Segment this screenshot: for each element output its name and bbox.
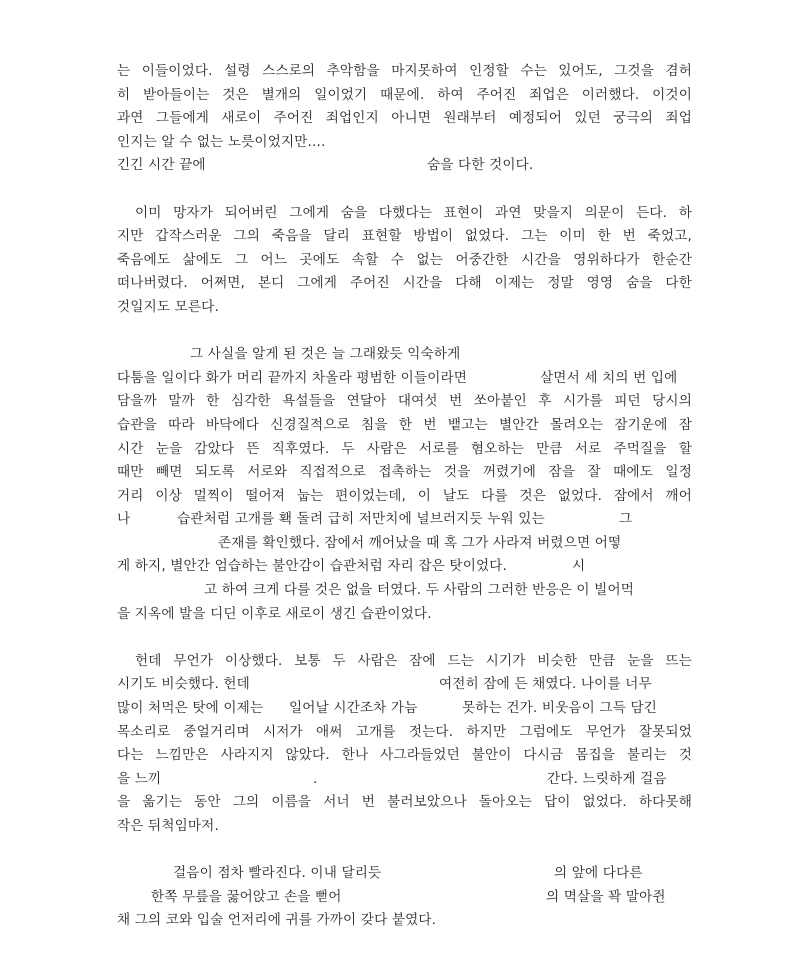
- text-fragment: 을 느끼: [117, 770, 162, 787]
- text-line: 지만 갑작스러운 그의 죽음을 달리 표현할 방법이 없었다. 그는 이미 한 번 죽었고,: [117, 228, 692, 245]
- text-line: 습관을 따라 바닥에다 신경질적으로 침을 한 번 뱉고는 별안간 몰려오는 잠기운에 잠: [117, 416, 692, 433]
- text-fragment: 의 멱살을 꽉 말아쥔: [546, 888, 666, 905]
- text-fragment: 존재를 확인했다. 잠에서 깨어났을 때 혹 그가 사라져 버렸으면 어떻: [218, 534, 622, 551]
- text-line: 채 그의 코와 입술 언저리에 귀를 가까이 갖다 붙였다.: [117, 912, 437, 929]
- text-fragment: 시: [572, 558, 586, 575]
- text-fragment: 일어날 시간조차 가늠: [289, 700, 418, 717]
- text-line: 거리 이상 멀찍이 떨어져 눕는 편이었는데, 이 날도 다를 것은 없었다. 잠에서 깨어: [117, 487, 692, 504]
- text-fragment: 걸음이 점차 빨라진다. 이내 달리듯: [173, 865, 382, 882]
- text-fragment: 간다. 느릿하게 걸음: [547, 770, 667, 787]
- text-fragment: 습관처럼 고개를 홱 돌려 급히 저만치에 널브러지듯 누워 있는: [177, 511, 545, 528]
- text-line-fragmented: [117, 768, 692, 792]
- text-fragment: 나: [117, 511, 131, 528]
- text-line: 죽음에도 삶에도 그 어느 곳에도 속할 수 없는 어중간한 시간을 영위하다가 한순간: [117, 251, 692, 268]
- text-line: 과연 그들에게 새로이 주어진 죄업인지 아니면 원래부터 예정되어 있던 궁극의 죄업: [117, 110, 692, 127]
- text-line-fragmented: [117, 579, 692, 603]
- text-line-fragmented: [117, 532, 692, 556]
- paragraph-4: [117, 650, 692, 839]
- document-page: [117, 60, 692, 933]
- text-line-fragmented: [117, 508, 692, 532]
- text-line-fragmented: [117, 555, 692, 579]
- text-fragment: 의 앞에 다다른: [554, 865, 643, 882]
- paragraph-2: [117, 202, 692, 320]
- text-fragment: 고 하여 크게 다를 것은 없을 터였다. 두 사람의 그러한 반응은 이 빌어먹: [204, 582, 635, 599]
- text-line: 다는 느낌만은 사라지지 않았다. 한나 사그라들었던 불안이 다시금 몸집을 불리는 것: [117, 747, 692, 764]
- text-line: 작은 뒤척임마저.: [117, 818, 219, 834]
- text-line: 히 받아들이는 것은 별개의 일이었기 때문에. 하여 주어진 죄업은 이러했다. 이것이: [117, 86, 692, 103]
- text-fragment: 긴긴 시간 끝에: [117, 157, 206, 174]
- text-fragment: 숨을 다한 것이다.: [427, 157, 534, 174]
- text-fragment: 못하는 건가. 비웃음이 그득 담긴: [462, 700, 658, 717]
- text-line: 목소리로 중얼거리며 시저가 애써 고개를 젓는다. 하지만 그럼에도 무언가 잘못되었: [117, 723, 692, 740]
- text-line: 떠나버렸다. 어쩌면, 본디 그에게 주어진 시간을 다해 이제는 정말 영영 숨을 다한: [117, 275, 692, 292]
- text-line: 시간 눈을 감았다 뜬 직후였다. 두 사람은 서로를 혐오하는 만큼 서로 주먹질을 할: [117, 440, 692, 457]
- text-line: 이미 망자가 되어버린 그에게 숨을 다했다는 표현이 과연 맞을지 의문이 든다. 하: [135, 204, 692, 221]
- text-fragment: 살면서 세 치의 번 입에: [540, 369, 678, 386]
- text-fragment: 여전히 잠에 든 채였다. 나이를 너무: [439, 676, 652, 693]
- text-line: 때만 빼면 되도록 서로와 직접적으로 접촉하는 것을 꺼렸기에 잠을 잘 때에도 일정: [117, 464, 692, 481]
- text-fragment: 많이 처먹은 탓에 이제는: [117, 700, 264, 717]
- text-line: 을 지옥에 발을 디딘 이후로 새로이 생긴 습관이었다.: [117, 605, 432, 622]
- text-fragment: 시기도 비슷했다. 헌데: [117, 676, 250, 693]
- paragraph-1: [117, 60, 692, 178]
- text-line-fragmented: [117, 367, 692, 391]
- text-fragment: 게 하지, 별안간 엄습하는 불안감이 습관처럼 자리 잡은 탓이었다.: [117, 558, 508, 575]
- text-line: 인지는 알 수 없는 노릇이었지만....: [117, 133, 326, 150]
- text-line: 것일지도 모른다.: [117, 298, 219, 315]
- text-fragment: 다툼을 일이다 화가 머리 끝까지 차올라 평범한 이들이라면: [117, 369, 468, 386]
- text-fragment: 그: [619, 511, 633, 528]
- text-line-fragmented: [117, 697, 692, 721]
- text-fragment: 한쪽 무릎을 꿇어앉고 손을 뻗어: [151, 888, 342, 905]
- text-line-fragmented: [117, 673, 692, 697]
- text-line: 는 이들이었다. 설령 스스로의 추악함을 마지못하여 인정할 수는 있어도, 그것을 겸허: [117, 63, 692, 79]
- paragraph-5: [117, 862, 692, 933]
- paragraph-3: [117, 343, 692, 626]
- text-fragment: 그 사실을 알게 된 것은 늘 그래왔듯 익숙하게: [190, 346, 461, 363]
- text-fragment: .: [313, 770, 318, 787]
- text-line-fragmented: [117, 886, 692, 910]
- text-line-fragmented: [117, 343, 692, 367]
- text-line: 담을까 말까 한 심각한 욕설들을 연달아 대여섯 번 쏘아붙인 후 시가를 피던 당시의: [117, 393, 692, 410]
- text-line-fragmented: [117, 862, 692, 886]
- text-line: 을 옮기는 동안 그의 이름을 서너 번 불러보았으나 돌아오는 답이 없었다. 하다못해: [117, 794, 692, 811]
- text-line: 헌데 무언가 이상했다. 보통 두 사람은 잠에 드는 시기가 비슷한 만큼 눈을 뜨는: [135, 652, 692, 669]
- text-line-fragmented: [117, 154, 692, 178]
